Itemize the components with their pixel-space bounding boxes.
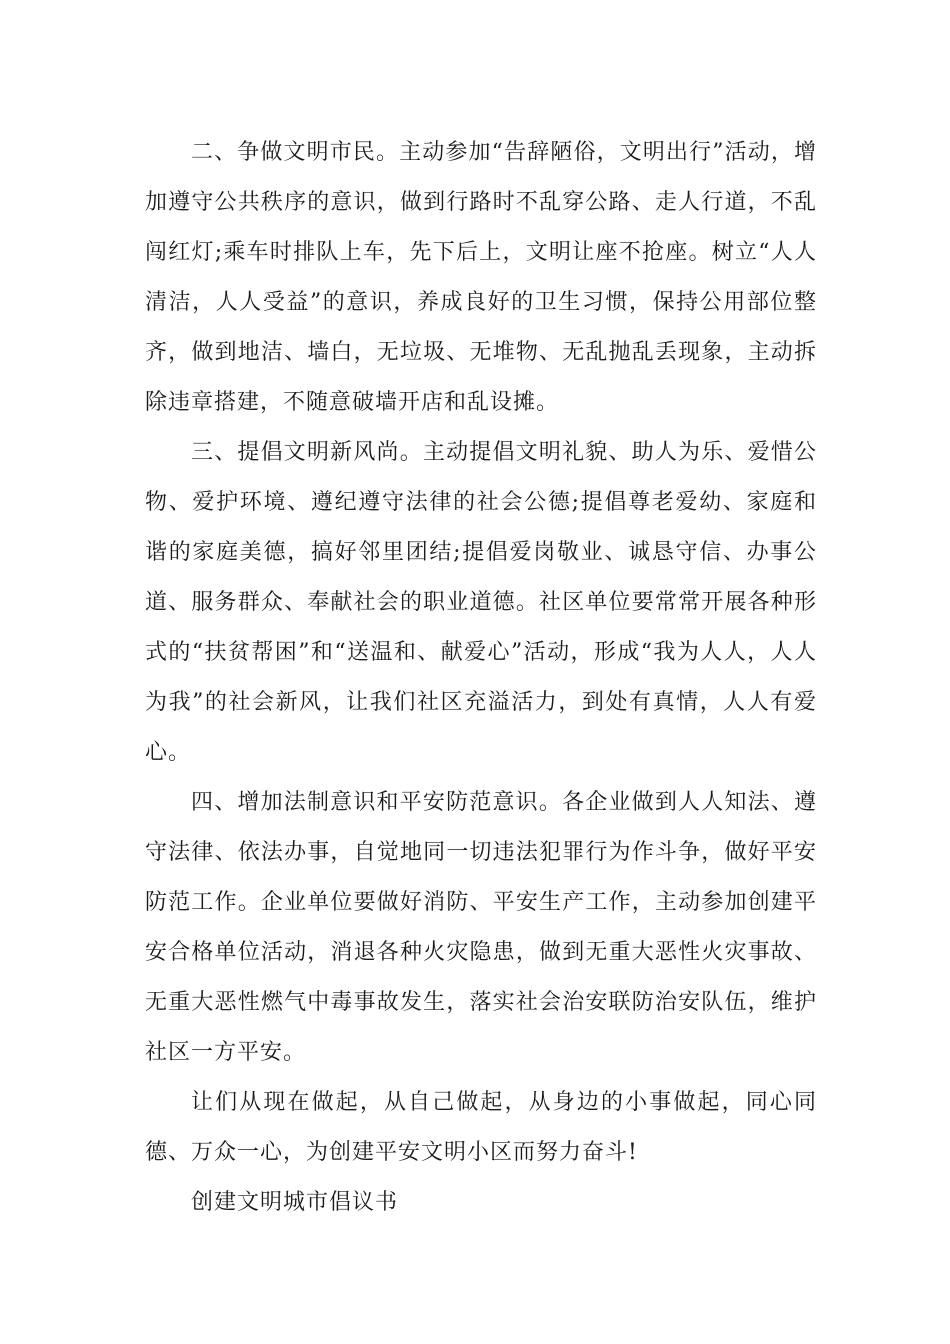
- paragraph-legal-safety: 四、增加法制意识和平安防范意识。各企业做到人人知法、遵守法律、依法办事，自觉地同一切违法犯罪行为作斗争，做好平安防范工作。企业单位要做好消防、平安生产工作，主动参加创建平安合格单位活动，消退各种火灾隐患，做到无重大恶性火灾事故、无重大恶性燃气中毒事故发生，落实社会治安联防治安队伍，维护社区一方平安。: [145, 790, 817, 1065]
- document-body: [145, 128, 817, 1228]
- paragraph-closing-call: 让们从现在做起，从自己做起，从身边的小事做起，同心同德、万众一心，为创建平安文明小区而努力奋斗!: [145, 1090, 817, 1165]
- paragraph-civilized-citizen: 二、争做文明市民。主动参加“告辞陋俗，文明出行”活动，增加遵守公共秩序的意识，做到行路时不乱穿公路、走人行道，不乱闯红灯;乘车时排队上车，先下后上，文明让座不抢座。树立“人人清洁，人人受益”的意识，养成良好的卫生习惯，保持公用部位整齐，做到地洁、墙白，无垃圾、无堆物、无乱抛乱丢现象，主动拆除违章搭建，不随意破墙开店和乱设摊。: [145, 140, 817, 415]
- paragraph-new-customs: 三、提倡文明新风尚。主动提倡文明礼貌、助人为乐、爱惜公物、爱护环境、遵纪遵守法律的社会公德;提倡尊老爱幼、家庭和谐的家庭美德，搞好邻里团结;提倡爱岗敬业、诚恳守信、办事公道、服务群众、奉献社会的职业道德。社区单位要常常开展各种形式的“扶贫帮困”和“送温和、献爱心”活动，形成“我为人人，人人为我”的社会新风，让我们社区充溢活力，到处有真情，人人有爱心。: [145, 440, 817, 765]
- section-title-proposal: 创建文明城市倡议书: [191, 1190, 399, 1215]
